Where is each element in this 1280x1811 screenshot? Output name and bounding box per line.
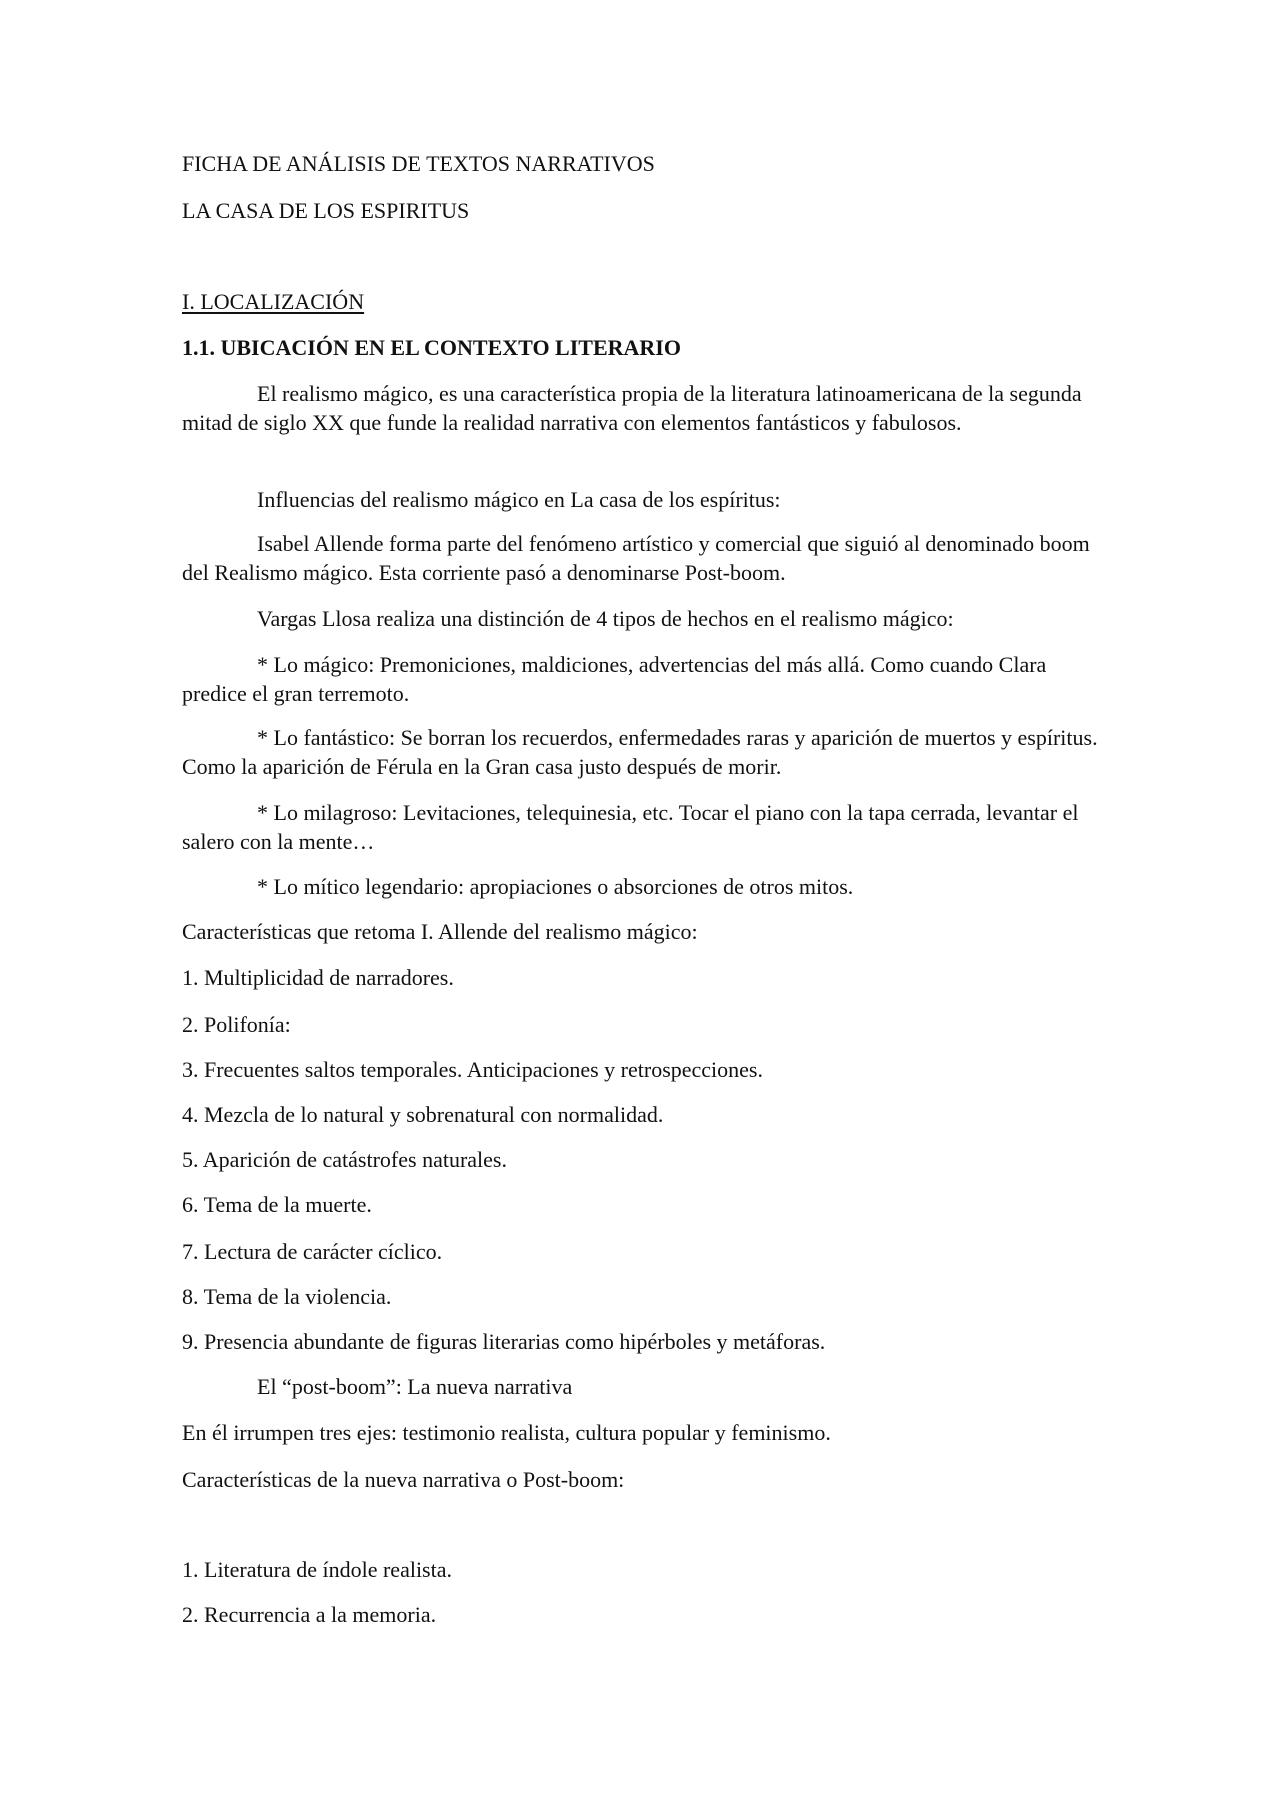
document-title: FICHA DE ANÁLISIS DE TEXTOS NARRATIVOS (182, 151, 655, 176)
list-item: 1. Multiplicidad de narradores. (182, 965, 454, 990)
paragraph-isabel-allende: Isabel Allende forma parte del fenómeno artístico y comercial que siguió al denominado boom del Realismo mágico. Esta corriente pasó a denominarse Post-boom. (182, 531, 1090, 585)
bullet-lo-mitico: * Lo mítico legendario: apropiaciones o absorciones de otros mitos. (257, 874, 854, 899)
list-item: 2. Polifonía: (182, 1012, 291, 1037)
list-item: 4. Mezcla de lo natural y sobrenatural con normalidad. (182, 1102, 664, 1127)
list-item: 5. Aparición de catástrofes naturales. (182, 1147, 507, 1172)
bullet-lo-milagroso: * Lo milagroso: Levitaciones, telequinesia, etc. Tocar el piano con la tapa cerrada, levantar el salero con la mente… (182, 800, 1079, 854)
list-item: 2. Recurrencia a la memoria. (182, 1602, 437, 1627)
list-item: 6. Tema de la muerte. (182, 1192, 372, 1217)
postboom-intro: Características de la nueva narrativa o Post-boom: (182, 1467, 625, 1492)
bullet-lo-fantastico: * Lo fantástico: Se borran los recuerdos, enfermedades raras y aparición de muertos y espíritus. Como la aparición de Férula en la Gran casa justo después de morir. (182, 725, 1098, 779)
document-subtitle: LA CASA DE LOS ESPIRITUS (182, 198, 470, 223)
list-item: 3. Frecuentes saltos temporales. Anticipaciones y retrospecciones. (182, 1057, 763, 1082)
list-item: 7. Lectura de carácter cíclico. (182, 1239, 443, 1264)
bullet-lo-magico: * Lo mágico: Premoniciones, maldiciones, advertencias del más allá. Como cuando Clara predice el gran terremoto. (182, 652, 1047, 706)
section-heading: I. LOCALIZACIÓN (182, 289, 365, 314)
list-item: 8. Tema de la violencia. (182, 1284, 392, 1309)
paragraph-realismo-magico: El realismo mágico, es una característica propia de la literatura latinoamericana de la segunda mitad de siglo XX que funde la realidad narrativa con elementos fantásticos y fabulosos. (182, 381, 1082, 435)
list-item: 1. Literatura de índole realista. (182, 1557, 452, 1582)
postboom-text: En él irrumpen tres ejes: testimonio realista, cultura popular y feminismo. (182, 1420, 831, 1445)
list-item: 9. Presencia abundante de figuras literarias como hipérboles y metáforas. (182, 1329, 826, 1354)
postboom-heading: El “post-boom”: La nueva narrativa (257, 1374, 573, 1399)
subsection-heading: 1.1. UBICACIÓN EN EL CONTEXTO LITERARIO (182, 335, 681, 360)
paragraph-influencias: Influencias del realismo mágico en La casa de los espíritus: (257, 487, 781, 512)
paragraph-caracteristicas: Características que retoma I. Allende del realismo mágico: (182, 919, 698, 944)
paragraph-vargas-llosa: Vargas Llosa realiza una distinción de 4 tipos de hechos en el realismo mágico: (257, 606, 954, 631)
